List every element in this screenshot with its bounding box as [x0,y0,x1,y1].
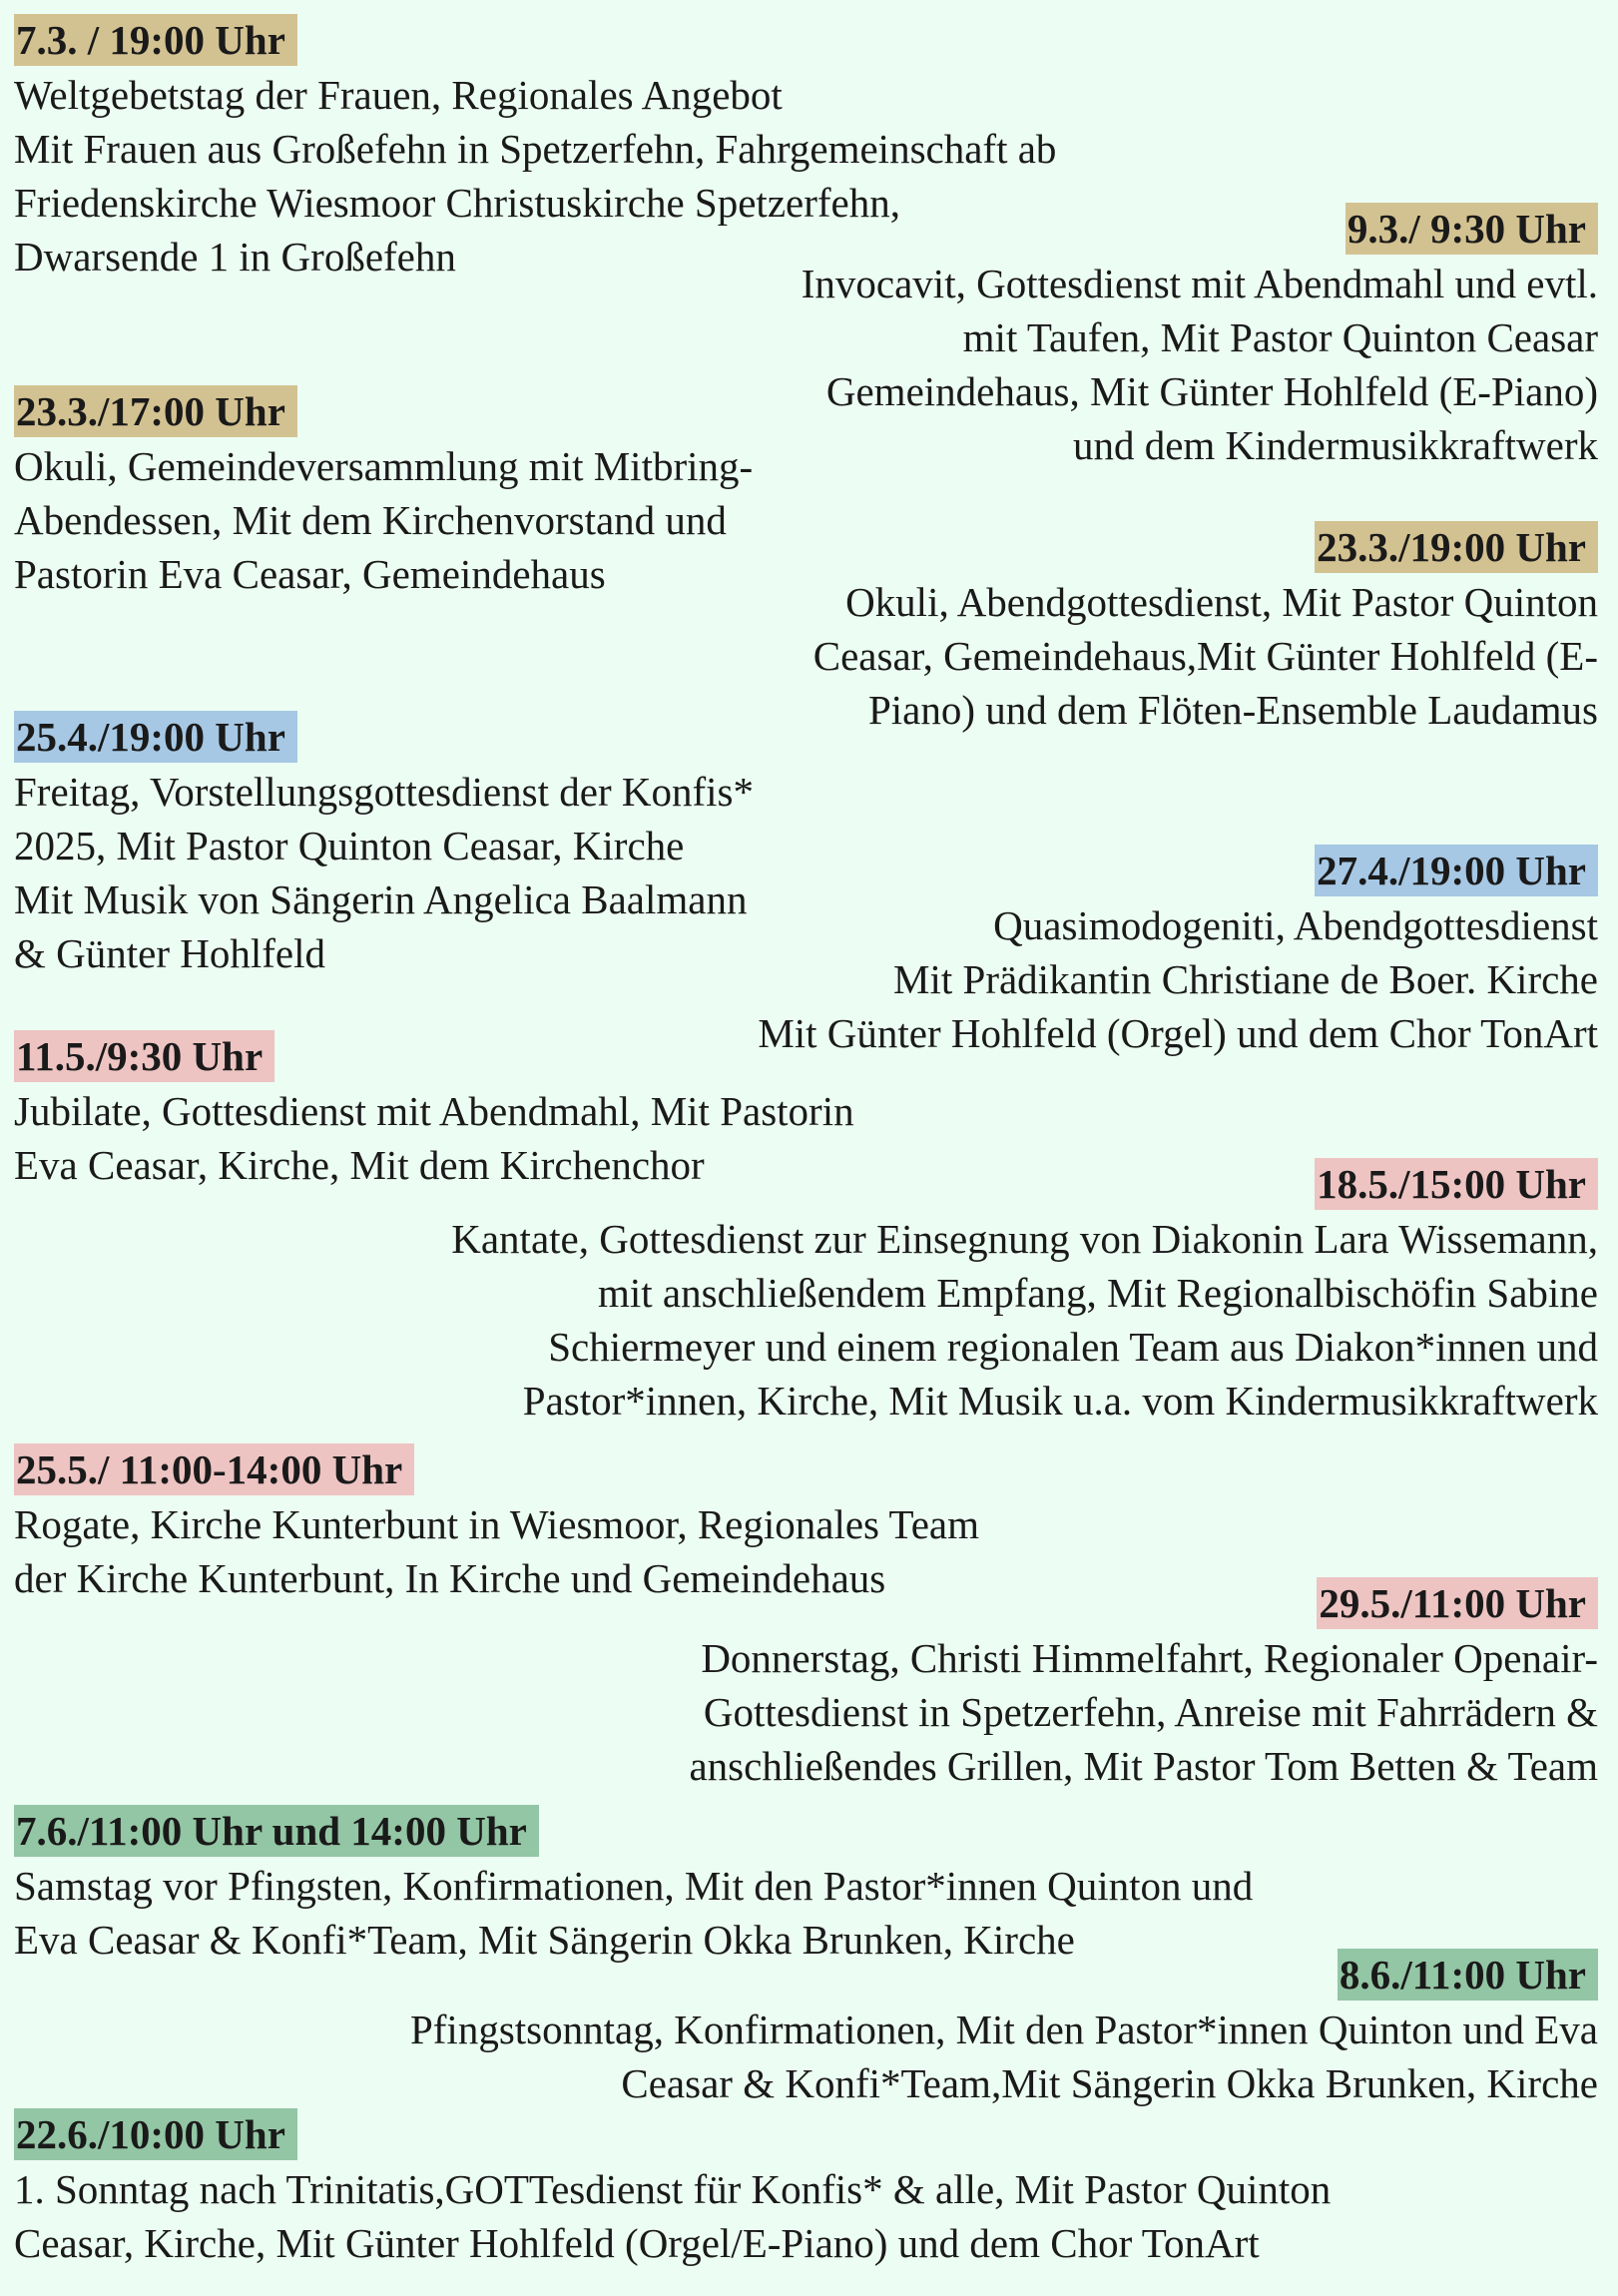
event-date: 23.3./17:00 Uhr [14,385,297,437]
event-date: 11.5./9:30 Uhr [14,1030,274,1082]
event-date: 29.5./11:00 Uhr [1317,1577,1598,1629]
event-9-3 [802,203,1598,472]
event-8-6 [410,1949,1598,2110]
event-23-3-19 [813,521,1598,737]
event-description: Jubilate, Gottesdienst mit Abendmahl, Mit Pastorin Eva Ceasar, Kirche, Mit dem Kirchenchor [14,1088,854,1188]
event-date: 22.6./10:00 Uhr [14,2108,297,2160]
event-7-6 [14,1805,1253,1967]
event-description: Rogate, Kirche Kunterbunt in Wiesmoor, Regionales Team der Kirche Kunterbunt, In Kirche und Gemeindehaus [14,1501,979,1601]
event-description: Okuli, Abendgottesdienst, Mit Pastor Quinton Ceasar, Gemeindehaus,Mit Günter Hohlfeld (E- Piano) und dem Flöten-Ensemble Laudamus [812,579,1598,733]
event-25-4 [14,711,754,980]
event-date: 25.4./19:00 Uhr [14,711,297,763]
event-description: Freitag, Vorstellungsgottesdienst der Konfis* 2025, Mit Pastor Quinton Ceasar, Kirche Mit Musik von Sängerin Angelica Baalmann & Günter Hohlfeld [14,769,754,976]
event-description: Samstag vor Pfingsten, Konfirmationen, Mit den Pastor*innen Quinton und Eva Ceasar & Konfi*Team, Mit Sängerin Okka Brunken, Kirche [14,1863,1254,1963]
event-date: 7.6./11:00 Uhr und 14:00 Uhr [14,1805,539,1857]
event-date: 8.6./11:00 Uhr [1338,1949,1598,2001]
event-23-3-17 [14,385,753,601]
event-date: 7.3. / 19:00 Uhr [14,14,297,66]
event-description: Pfingstsonntag, Konfirmationen, Mit den Pastor*innen Quinton und Eva Ceasar & Konfi*Team,Mit Sängerin Okka Brunken, Kirche [409,2007,1598,2106]
event-description: Invocavit, Gottesdienst mit Abendmahl und evtl. mit Taufen, Mit Pastor Quinton Ceasar Gemeindehaus, Mit Günter Hohlfeld (E-Piano) und dem Kindermusikkraftwerk [801,261,1598,468]
event-description: Donnerstag, Christi Himmelfahrt, Regionaler Openair- Gottesdienst in Spetzerfehn, Anreise mit Fahrrädern & anschließendes Grillen, Mit Pastor Tom Betten & Team [689,1635,1598,1789]
event-date: 25.5./ 11:00-14:00 Uhr [14,1443,414,1495]
event-description: Okuli, Gemeindeversammlung mit Mitbring- Abendessen, Mit dem Kirchenvorstand und Pastorin Eva Ceasar, Gemeindehaus [14,443,754,597]
event-description: 1. Sonntag nach Trinitatis,GOTTesdienst für Konfis* & alle, Mit Pastor Quinton Ceasar, Kirche, Mit Günter Hohlfeld (Orgel/E-Piano) und dem Chor TonArt [14,2166,1332,2266]
event-date: 9.3./ 9:30 Uhr [1346,203,1598,255]
event-date: 27.4./19:00 Uhr [1315,845,1598,896]
event-description: Quasimodogeniti, Abendgottesdienst Mit Prädikantin Christiane de Boer. Kirche Mit Günter Hohlfeld (Orgel) und dem Chor TonArt [758,902,1598,1056]
event-27-4 [758,845,1598,1060]
event-22-6 [14,2108,1331,2270]
event-18-5 [451,1158,1598,1428]
event-29-5 [689,1577,1598,1793]
event-date: 18.5./15:00 Uhr [1315,1158,1598,1210]
event-description: Weltgebetstag der Frauen, Regionales Angebot Mit Frauen aus Großefehn in Spetzerfehn, Fahrgemeinschaft ab Friedenskirche Wiesmoor Christuskirche Spetzerfehn, Dwarsende 1 in Großefehn [14,72,1057,280]
event-date: 23.3./19:00 Uhr [1315,521,1598,573]
event-description: Kantate, Gottesdienst zur Einsegnung von Diakonin Lara Wissemann, mit anschließendem Empfang, Mit Regionalbischöfin Sabine Schiermeyer und einem regionalen Team aus Diakon*innen und Pastor*innen, Kirche, Mit Musik u.a. vom Kindermusikkraftwerk [451,1216,1598,1424]
